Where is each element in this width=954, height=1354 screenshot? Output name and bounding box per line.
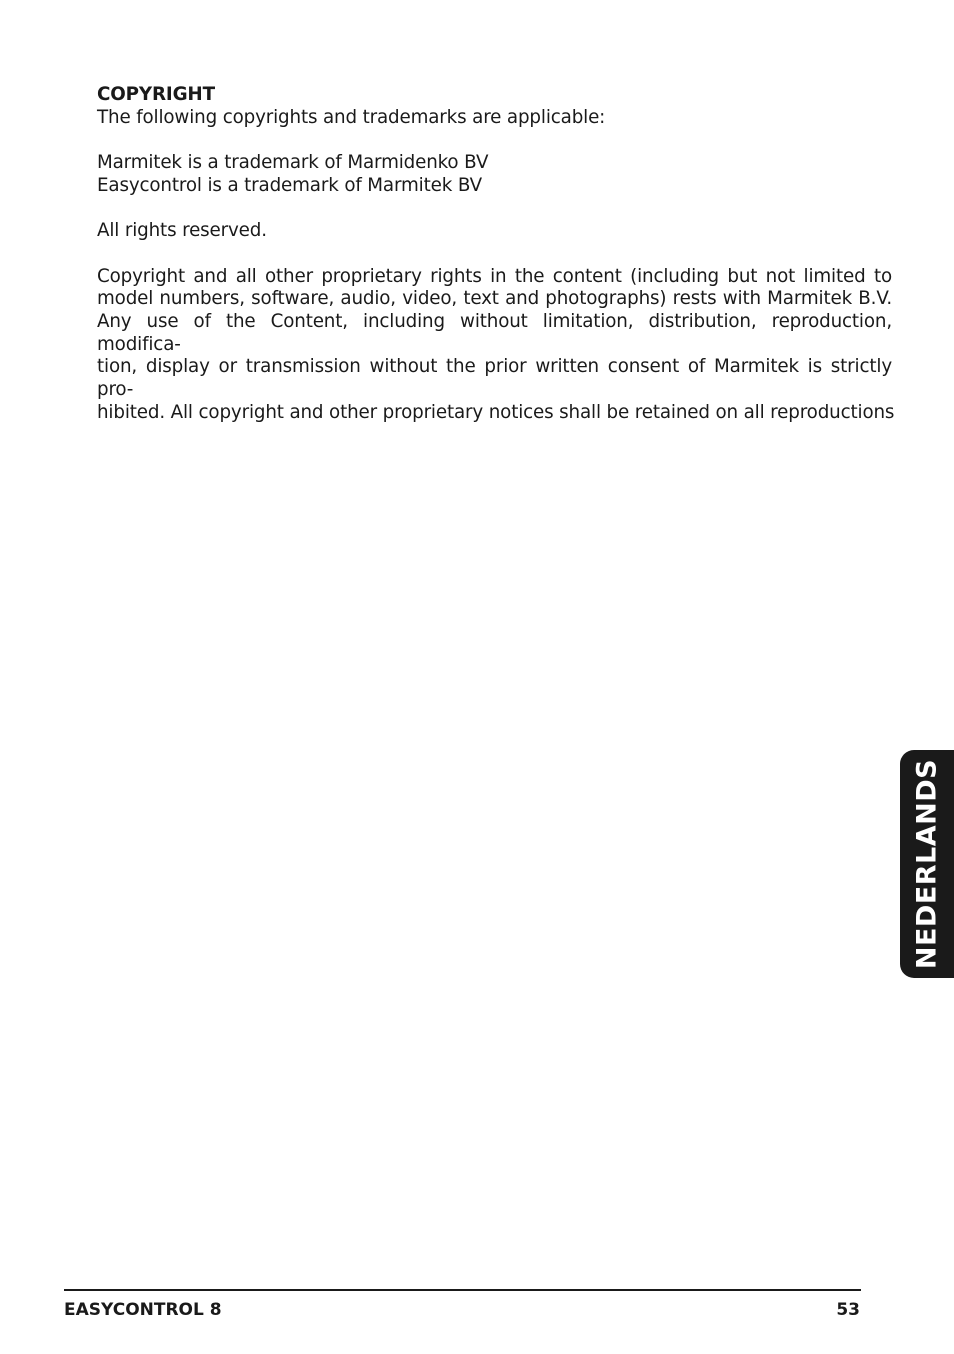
paragraph-line: hibited. All copyright and other proprietary notices shall be retained on all reproductions xyxy=(97,401,895,423)
footer-divider xyxy=(64,1289,861,1291)
trademark-line: Easycontrol is a trademark of Marmitek BV xyxy=(97,174,483,196)
rights-text: All rights reserved. xyxy=(97,220,267,242)
paragraph-line: model numbers, software, audio, video, text and photographs) rests with Marmitek B.V. xyxy=(97,288,892,310)
section-heading: COPYRIGHT xyxy=(97,84,215,105)
language-side-tab xyxy=(900,750,954,978)
language-tab-label: NEDERLANDS xyxy=(911,758,943,970)
spacer xyxy=(97,198,892,221)
paragraph-line: Copyright and all other proprietary rights in the content (including but not limited to xyxy=(97,265,892,287)
spacer xyxy=(97,243,892,266)
footer-product-name: EASYCONTROL 8 xyxy=(64,1300,222,1320)
intro-text: The following copyrights and trademarks are applicable: xyxy=(97,106,606,128)
paragraph-line: Any use of the Content, including without limitation, distribution, reproduction, modifica- xyxy=(97,310,892,355)
document-body xyxy=(97,84,895,425)
copyright-paragraph xyxy=(97,265,895,425)
spacer xyxy=(97,129,892,152)
paragraph-line: tion, display or transmission without the prior written consent of Marmitek is strictly pro- xyxy=(97,356,892,401)
footer-page-number: 53 xyxy=(836,1300,860,1320)
trademark-line: Marmitek is a trademark of Marmidenko BV xyxy=(97,152,489,174)
